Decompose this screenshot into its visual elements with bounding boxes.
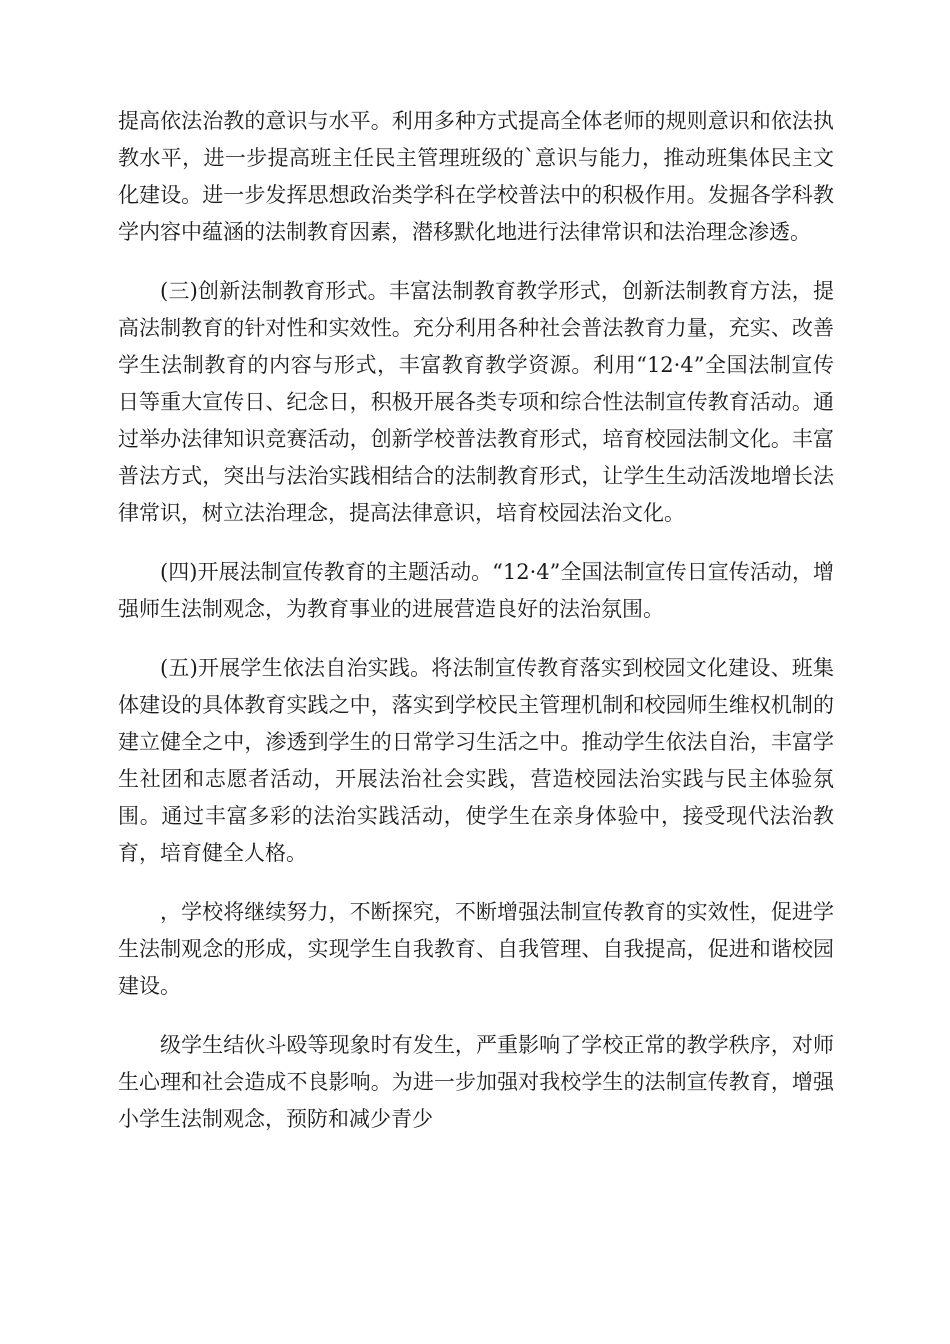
paragraph-5: ，学校将继续努力，不断探究，不断增强法制宣传教育的实效性，促进学生法制观念的形成，实现学生自我教育、自我管理、自我提高，促进和谐校园建设。 — [118, 900, 834, 998]
paragraph-3: (四)开展法制宣传教育的主题活动。“12·4”全国法制宣传日宣传活动，增强师生法制观念，为教育事业的进展营造良好的法治氛围。 — [118, 560, 834, 621]
paragraph-1: 提高依法治教的意识与水平。利用多种方式提高全体老师的规则意识和依法执教水平，进一步提高班主任民主管理班级的`意识与能力，推动班集体民主文化建设。进一步发挥思想政治类学科在学校普法中的积极作用。发掘各学科教学内容中蕴涵的法制教育因素，潜移默化地进行法律常识和法治理念渗透。 — [118, 109, 834, 244]
paragraph-6: 级学生结伙斗殴等现象时有发生，严重影响了学校正常的教学秩序，对师生心理和社会造成不良影响。为进一步加强对我校学生的法制宣传教育，增强小学生法制观念，预防和减少青少 — [118, 1033, 834, 1131]
paragraph-2: (三)创新法制教育形式。丰富法制教育教学形式，创新法制教育方法，提高法制教育的针对性和实效性。充分利用各种社会普法教育力量，充实、改善学生法制教育的内容与形式，丰富教育教学资源。利用“12·4”全国法制宣传日等重大宣传日、纪念日，积极开展各类专项和综合性法制宣传教育活动。通过举办法律知识竞赛活动，创新学校普法教育形式，培育校园法制文化。丰富普法方式，突出与法治实践相结合的法制教育形式，让学生生动活泼地增长法律常识，树立法治理念，提高法律意识，培育校园法治文化。 — [118, 279, 834, 525]
document-body — [118, 103, 834, 1138]
paragraph-4: (五)开展学生依法自治实践。将法制宣传教育落实到校园文化建设、班集体建设的具体教育实践之中，落实到学校民主管理机制和校园师生维权机制的建立健全之中，渗透到学生的日常学习生活之中。推动学生依法自治，丰富学生社团和志愿者活动，开展法治社会实践，营造校园法治实践与民主体验氛围。通过丰富多彩的法治实践活动，使学生在亲身体验中，接受现代法治教育，培育健全人格。 — [118, 656, 834, 865]
